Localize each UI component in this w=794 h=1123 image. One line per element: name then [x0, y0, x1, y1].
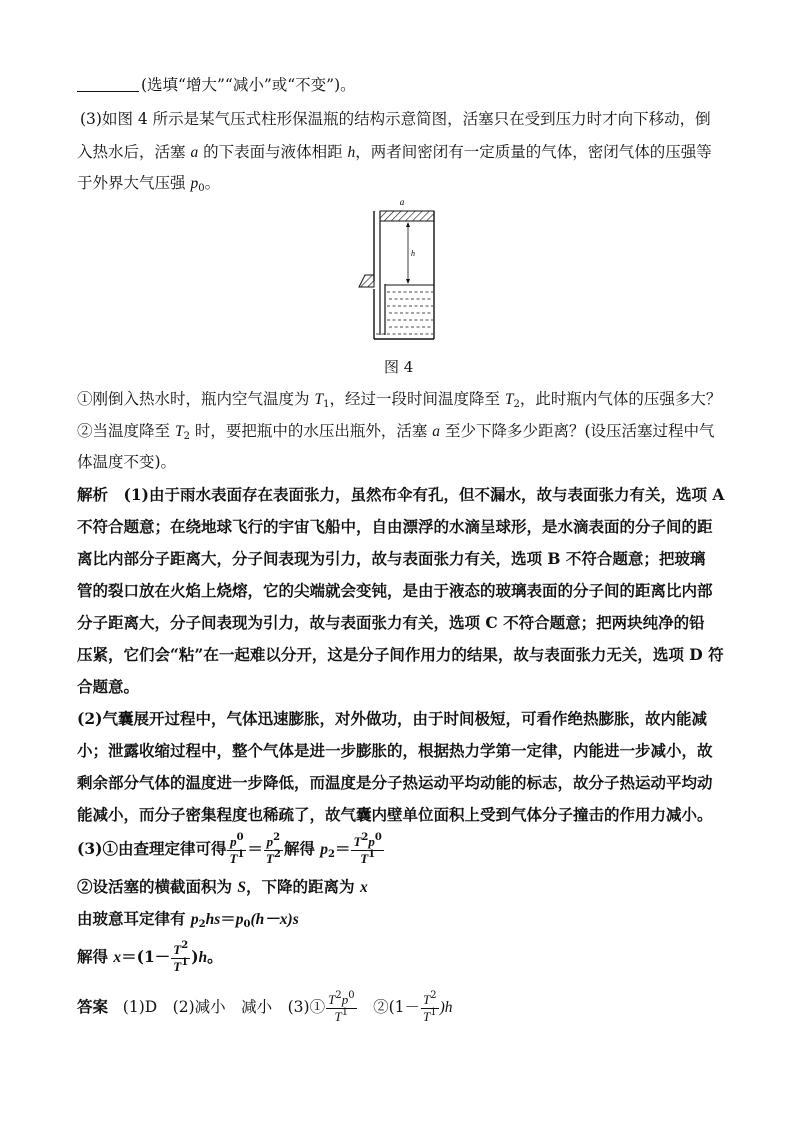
answer-fraction-1: $\frac{T^2p^0}{T^1}$ [328, 989, 355, 1024]
answer-line: 答案 (1)D (2)减小 减小 (3)① $\frac{T^2p^0}{T^1}$ ②(1－ $\frac{T^2}{T^1}$ )h [77, 989, 453, 1024]
piston-label: a [399, 197, 405, 207]
analysis-line-4: 管的裂口放在火焰上烧熔，它的尖端就会变钝，是由于液态的玻璃表面的分子间的距离比内部 [77, 581, 713, 600]
figure-caption: 图 4 [384, 358, 414, 376]
sub-question-2-cont: 体温度不变)。 [77, 453, 177, 471]
text: (选填“增大”“减小”或“不变”)。 [141, 76, 356, 94]
analysis-line-9: 小；泄露收缩过程中，整个气体是进一步膨胀的，根据热力学第一定律，内能进一步减小，故 [77, 741, 713, 760]
answer-blank [77, 75, 139, 92]
analysis-line-6: 压紧，它们会“粘”在一起难以分开，这是分子间作用力的结果，故与表面张力无关，选项 D 符 [77, 645, 724, 664]
sub-question-1: ①刚倒入热水时，瓶内空气温度为 $T_1$，经过一段时间温度降至 $T_2$，此时瓶内气体的压强多大？ [77, 390, 722, 410]
question-3-line-3: 于外界大气压强 $p_0$。 [77, 174, 221, 194]
thermos-diagram [345, 196, 455, 346]
solution-3-1: (3)①由查理定律可得 $\frac{p^0}{T^1}$ ＝ $\frac{p^2}{T^2}$ 解得 $p_2=$ $\frac{T^2p^0}{T^1}$ [77, 831, 382, 866]
analysis-line-8: (2)气囊展开过程中，气体迅速膨胀，对外做功，由于时间极短，可看作绝热膨胀，故内能减 [77, 709, 707, 728]
solution-3-2-result: 解得 x＝(1－ $\frac{T^2}{T^1}$ )h。 [77, 939, 223, 974]
analysis-line-1: 解析 (1)由于雨水表面存在表面张力，虽然布伞有孔，但不漏水，故与表面张力有关，选项 A [77, 485, 725, 504]
spout [359, 275, 374, 287]
fraction-result: $\frac{T^2p^0}{T^1}$ [353, 831, 382, 866]
answer-label: 答案 [77, 997, 109, 1016]
sub-question-2: ②当温度降至 $T_2$ 时，要把瓶中的水压出瓶外，活塞 a 至少下降多少距离？(设压活塞过程中气 [77, 422, 715, 442]
analysis-line-11: 能减小，而分子密集程度也稀疏了，故气囊内壁单位面积上受到气体分子撞击的作用力减小。 [77, 805, 713, 824]
analysis-line-3: 离比内部分子距离大，分子间表现为引力，故与表面张力有关，选项 B 不符合题意；把玻璃 [77, 549, 706, 568]
question-3-line-1: (3)如图 4 所示是某气压式柱形保温瓶的结构示意简图，活塞只在受到压力时才向下移动，倒 [80, 110, 711, 128]
fraction-p2-T2: $\frac{p^2}{T^2}$ [265, 831, 281, 866]
fill-blank-line [77, 74, 356, 96]
answer-fraction-2: $\frac{T^2}{T^1}$ [423, 989, 437, 1024]
question-3-line-2: 入热水后，活塞 a 的下表面与液体相距 h，两者间密闭有一定质量的气体，密闭气体的压强等 [77, 143, 712, 161]
fraction-T2-T1: $\frac{T^2}{T^1}$ [173, 939, 189, 974]
solution-3-2-line-1: ②设活塞的横截面积为 S，下降的距离为 x [77, 877, 368, 896]
analysis-line-10: 剩余部分气体的温度进一步降低，而温度是分子热运动平均动能的标志，故分子热运动平均动 [77, 773, 713, 792]
arrow-head-top [406, 222, 410, 227]
analysis-line-5: 分子距离大，分子间表现为引力，故与表面张力有关，选项 C 不符合题意；把两块纯净的铅 [77, 613, 705, 632]
analysis-line-2: 不符合题意；在绕地球飞行的宇宙飞船中，自由漂浮的水滴呈球形，是水滴表面的分子间的距 [77, 517, 713, 536]
analysis-line-7: 合题意。 [77, 677, 140, 696]
piston [380, 211, 434, 221]
arrow-head-bottom [406, 279, 410, 284]
fraction-p0-T1: $\frac{p^0}{T^1}$ [229, 831, 245, 866]
height-label: h [411, 249, 415, 258]
solution-3-2-line-2: 由玻意耳定律有 $p_2hs=p_0(h-x)s$ [77, 909, 299, 930]
